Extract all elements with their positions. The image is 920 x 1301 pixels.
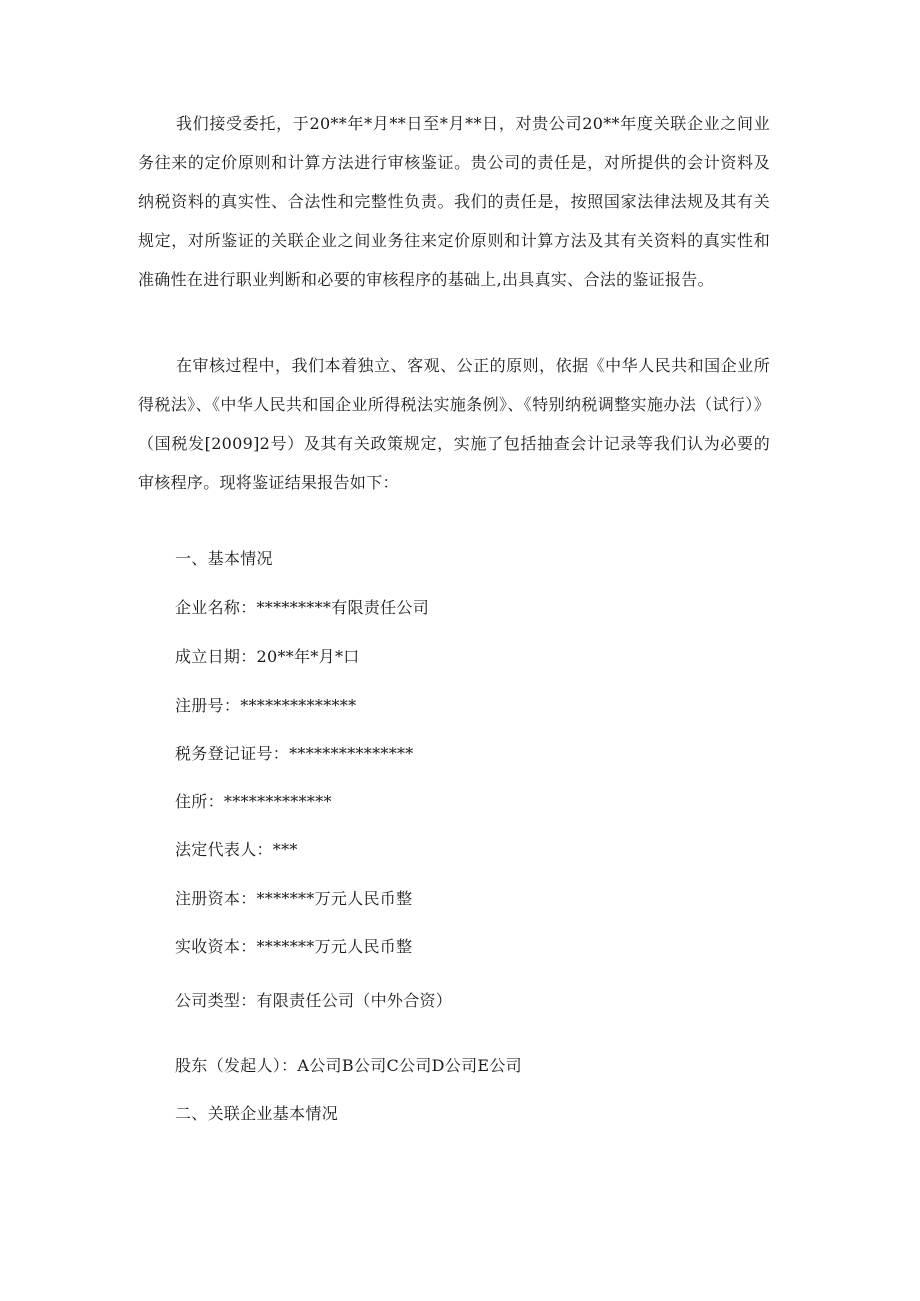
section-heading-basic-info: 一、基本情况 (175, 549, 273, 568)
field-paid-in-capital: 实收资本：*******万元人民币整 (175, 937, 413, 956)
field-registered-capital: 注册资本：*******万元人民币整 (175, 889, 413, 908)
field-company-type: 公司类型：有限责任公司（中外合资） (175, 991, 453, 1010)
intro-paragraph: 我们接受委托，于20**年*月**日至*月**日，对贵公司20**年度关联企业之间业务往来的定价原则和计算方法进行审核鉴证。贵公司的责任是，对所提供的会计资料及纳税资料的真实性、合法性和完整性负责。我们的责任是，按照国家法律法规及其有关规定，对所鉴证的关联企业之间业务往来定价原则和计算方法及其有关资料的真实性和准确性在进行职业判断和必要的审核程序的基础上,出具真实、合法的鉴证报告。 (138, 114, 770, 289)
procedure-paragraph: 在审核过程中，我们本着独立、客观、公正的原则，依据《中华人民共和国企业所得税法》、《中华人民共和国企业所得税法实施条例》、《特别纳税调整实施办法（试行）》（国税发[2009]2号）及其有关政策规定，实施了包括抽查会计记录等我们认为必要的审核程序。现将鉴证结果报告如下： (138, 356, 770, 492)
field-legal-representative: 法定代表人：*** (175, 840, 298, 859)
field-established-date: 成立日期：20**年*月*口 (175, 647, 360, 666)
section-heading-related-companies: 二、关联企业基本情况 (175, 1104, 339, 1123)
field-shareholders: 股东（发起人）：A公司B公司C公司D公司E公司 (175, 1056, 522, 1075)
field-tax-registration-no: 税务登记证号：*************** (175, 744, 414, 763)
field-address: 住所：************* (175, 792, 332, 811)
field-company-name: 企业名称：*********有限责任公司 (175, 598, 430, 617)
field-registration-no: 注册号：************** (175, 696, 357, 715)
